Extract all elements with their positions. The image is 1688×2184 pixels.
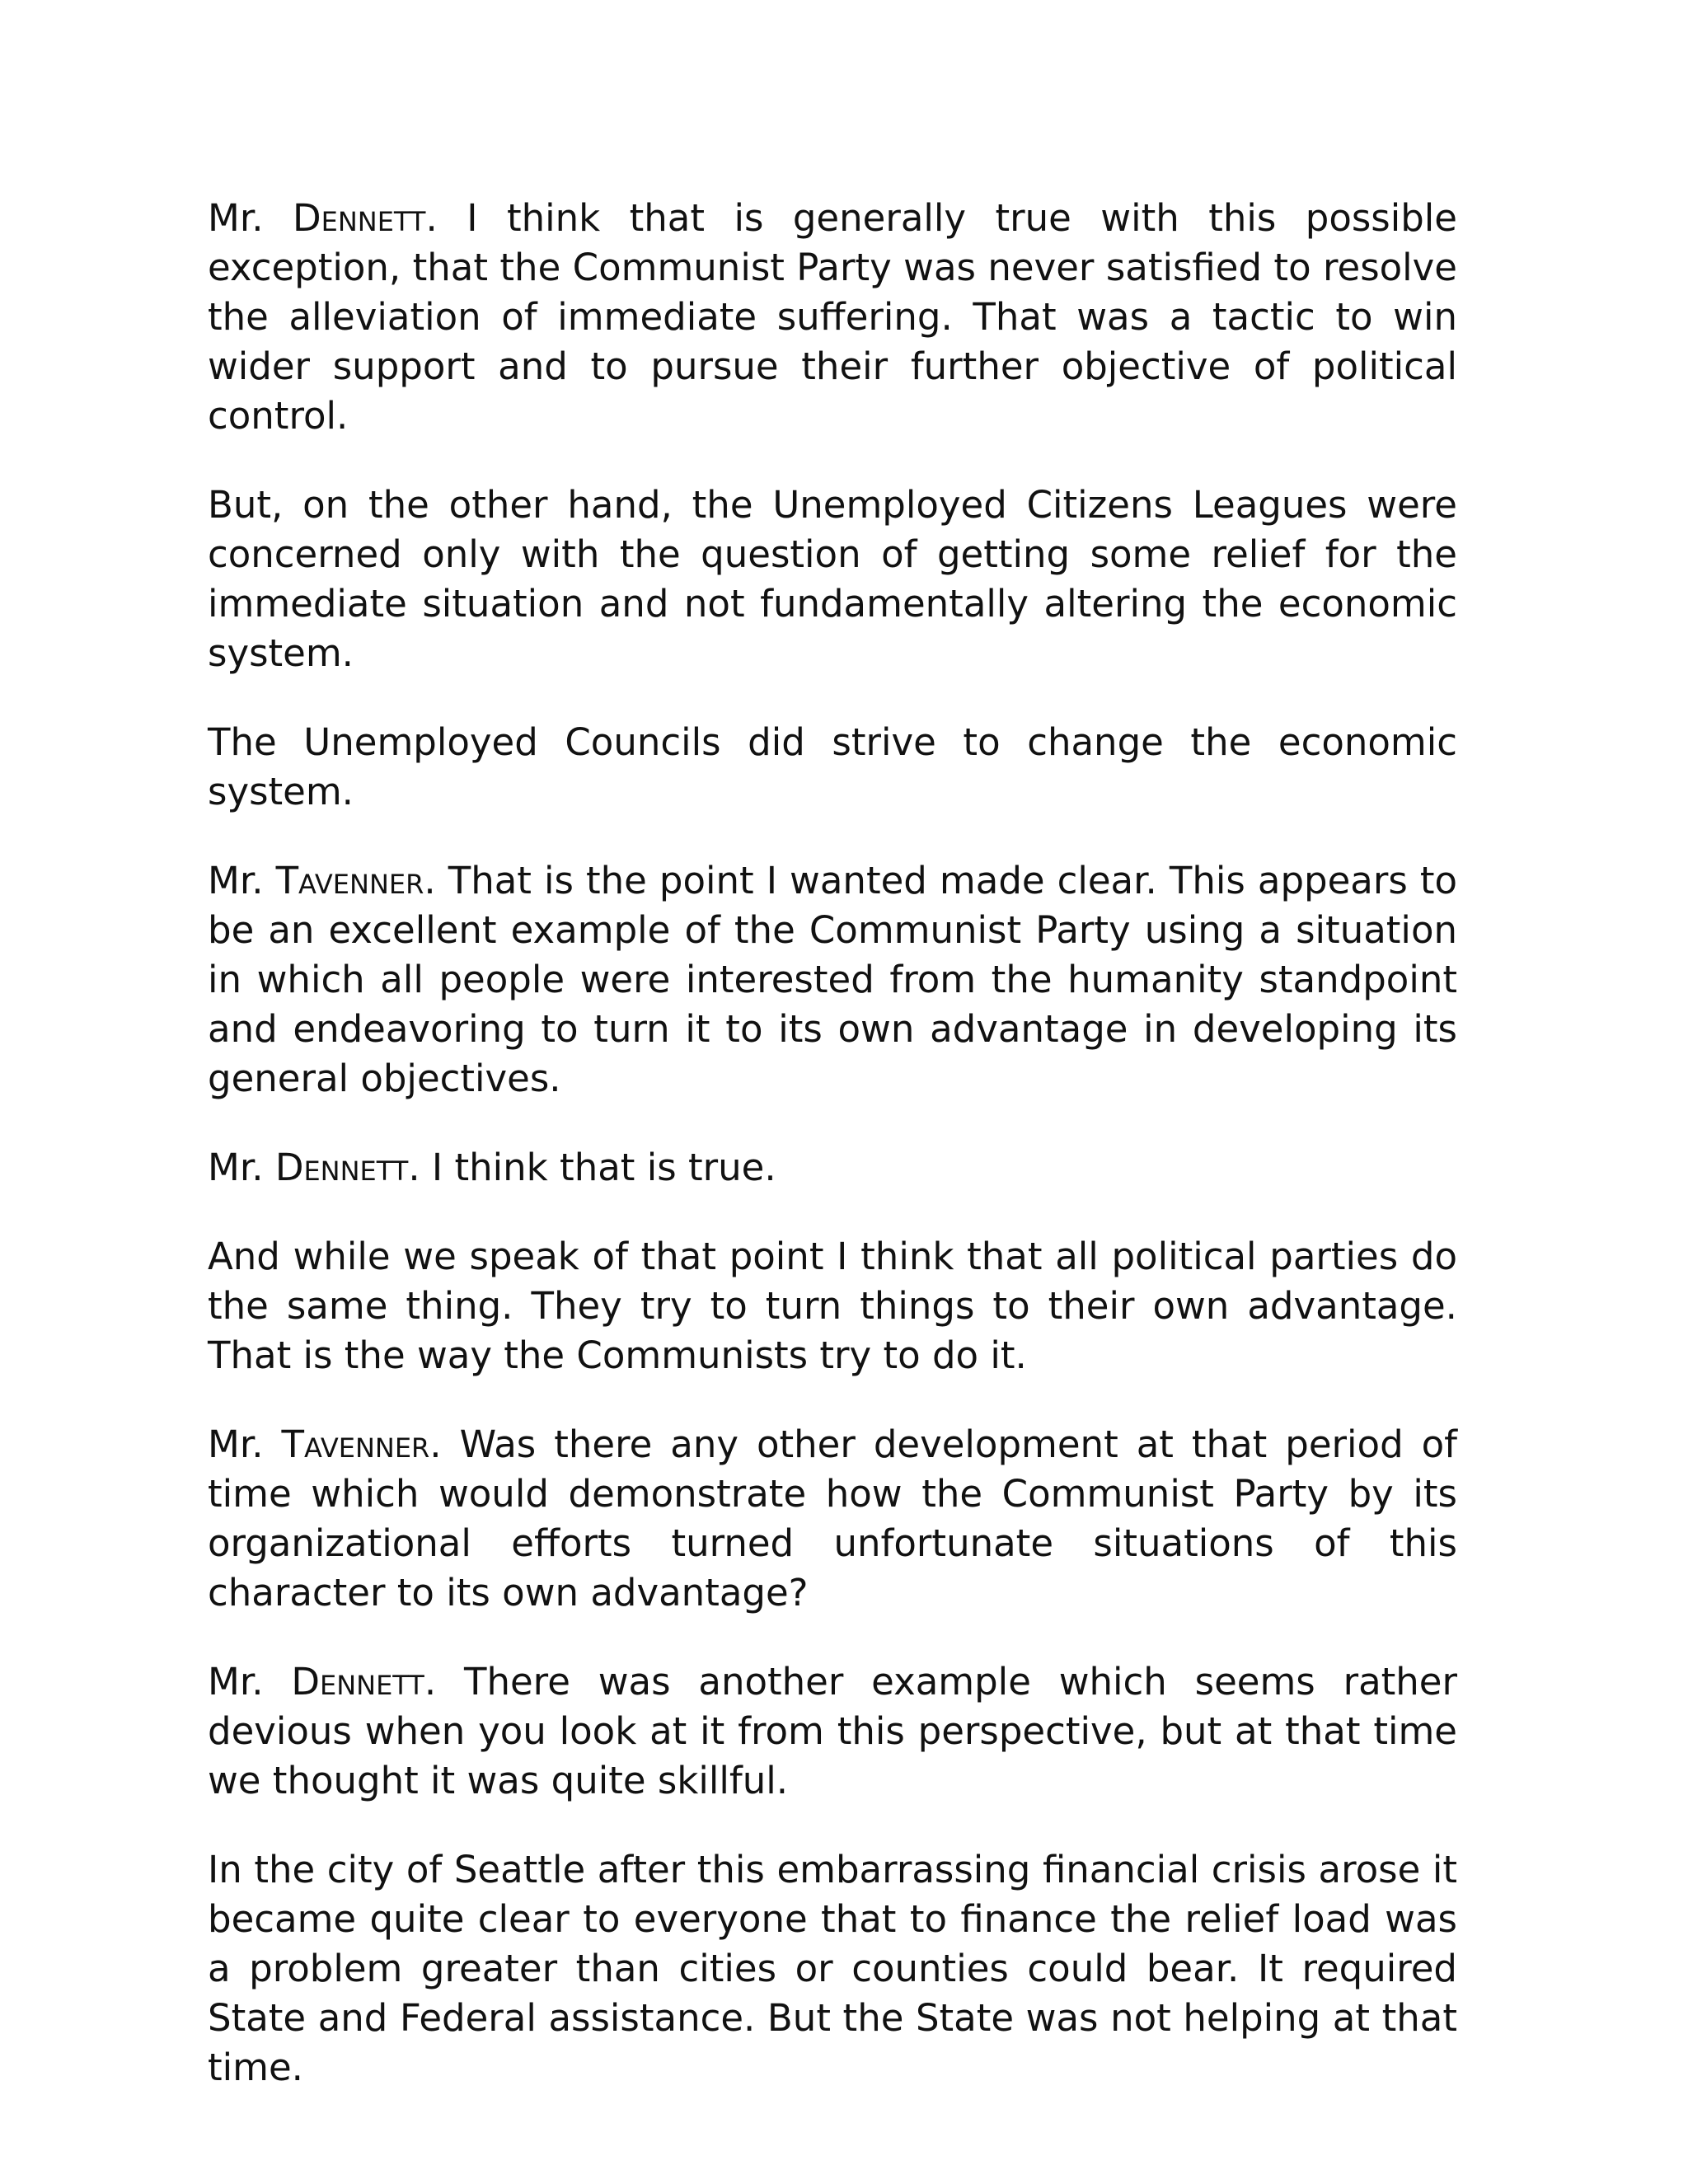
speaker-title: Mr. — [208, 196, 264, 240]
speaker-name: Dennett — [291, 1660, 424, 1704]
speaker-title: Mr. — [208, 1660, 264, 1704]
speaker-name: Dennett — [274, 1146, 409, 1189]
paragraph-1: Mr. Dennett. I think that is generally true with this possible exception, that the Communist Party was never satisfied to resolve the alleviation of immediate suffering. That was a tactic to win wider support and to pursue their further objective of political control. — [208, 196, 1457, 438]
paragraph-8: Mr. Dennett. There was another example which seems rather devious when you look at it from this perspective, but at that time we thought it was quite skillful. — [208, 1660, 1457, 1802]
paragraph-text: There was another example which seems rather devious when you look at it from this perspective, but at that time we thought it was quite skillful. — [208, 1660, 1457, 1802]
paragraph-4: Mr. Tavenner. That is the point I wanted made clear. This appears to be an excellent example of the Communist Party using a situation in which all people were interested from the humanity standpoint and endeavoring to turn it to its own advantage in developing its general objectives. — [208, 859, 1458, 1100]
paragraph-2 — [208, 480, 1457, 678]
speaker-title: Mr. — [208, 859, 264, 902]
paragraph-text: I think that is generally true with this possible exception, that the Communist Party was never satisfied to resolve the alleviation of immediate suffering. That was a tactic to win wider support and to pursue their further objective of political control. — [208, 196, 1457, 438]
paragraph-3 — [208, 718, 1457, 817]
speaker-title: Mr. — [208, 1422, 264, 1466]
speaker-name: Tavenner — [275, 859, 424, 902]
paragraph-text: That is the point I wanted made clear. This appears to be an excellent example of the Communist Party using a situation in which all people were interested from the humanity standpoint and endeavoring to turn it to its own advantage in developing its general objectives. — [208, 859, 1458, 1100]
speaker-name: Dennett — [292, 196, 426, 240]
speaker-title: Mr. — [208, 1146, 264, 1189]
paragraph-5: Mr. Dennett. I think that is true. — [208, 1146, 776, 1189]
paragraph-text: In the city of Seattle after this embarrassing financial crisis arose it became quite clear to everyone that to finance the relief load was a problem greater than cities or counties could bear. It required State and Federal assistance. But the State was not helping at that time. — [208, 1848, 1457, 2089]
transcript-page — [208, 194, 1457, 2132]
paragraph-7: Mr. Tavenner. Was there any other development at that period of time which would demonstrate how the Communist Party by its organizational efforts turned unfortunate situations of this character to its own advantage? — [208, 1422, 1458, 1615]
paragraph-6 — [208, 1232, 1457, 1380]
paragraph-9 — [208, 1845, 1457, 2093]
paragraph-text: I think that is true. — [431, 1146, 776, 1189]
paragraph-text: The Unemployed Councils did strive to change the economic system. — [208, 720, 1457, 813]
paragraph-text: But, on the other hand, the Unemployed Citizens Leagues were concerned only with the question of getting some relief for the immediate situation and not fundamentally altering the economic system. — [208, 483, 1457, 675]
paragraph-text: And while we speak of that point I think that all political parties do the same thing. They try to turn things to their own advantage. That is the way the Communists try to do it. — [208, 1235, 1457, 1377]
paragraph-text: Was there any other development at that period of time which would demonstrate how the Communist Party by its organizational efforts turned unfortunate situations of this character to its own advantage? — [208, 1422, 1458, 1615]
speaker-name: Tavenner — [281, 1422, 430, 1466]
